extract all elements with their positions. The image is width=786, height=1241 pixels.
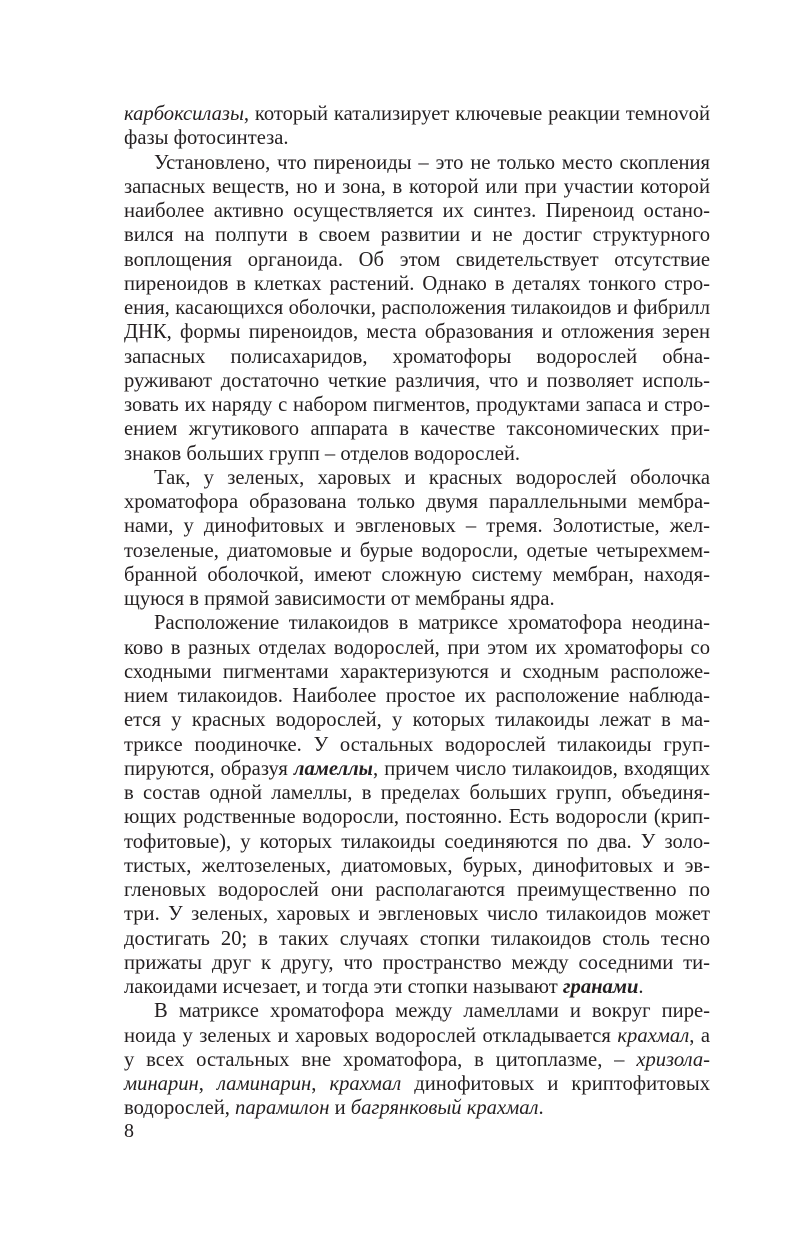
paragraph-3 [124, 466, 710, 612]
text-run: динофитовых и криптофитовых водорослей, [124, 1073, 711, 1120]
text-run: Так, у зеленых, харовых и красных водорослей оболочка хроматофора образована только двумя параллельными мембранами, у динофитовых и эвгленовых – тремя. Золотистые, желтозеленые, диатомовые и бурые водоросли, одетые четырехмембранной оболочкой, имеют сложную систему мембран, находящуюся в прямой зависимости от мембраны ядра. [124, 466, 710, 610]
paragraph-4 [124, 611, 710, 999]
text-run: , причем число тилакоидов, входящих в состав одной ламеллы, в пределах больших групп, объединяющих родственные водоросли, постоянно. Есть водоросли (криптофитовые), у которых тилакоиды соединяются по два. У золотистых, желтозеленых, диатомовых, бурых, динофитовых и эвгленовых водорослей они располагаются преимущественно по три. У зеленых, харовых и эвгленовых число тилакоидов может достигать 20; в таких случаях стопки тилакоидов столь тесно прижаты друг к другу, что пространство между соседними тилакоидами исчезает, и тогда эти стопки называют [124, 757, 710, 998]
text-run: Установлено, что пиреноиды – это не только место скопления запасных веществ, но и зона, в которой или при участии которой наиболее активно осуществляется их синтез. Пиреноид остановился на полпути в своем развитии и не достиг структурного воплощения органоида. Об этом свидетельствует отсутствие пиреноидов в клетках растений. Однако в деталях тонкого строения, касающихся оболочки, расположения тилакоидов и фибрилл ДНК, формы пиреноидов, места образования и отложения зерен запасных полисахаридов, хроматофоры водорослей обнаруживают достаточно четкие различия, что и позволяет использовать их наряду с набором пигментов, продуктами запаса и строением жгутикового аппарата в качестве таксономических признаков больших групп – отделов водорослей. [124, 151, 710, 465]
term-laminarin: ламинарин [216, 1073, 312, 1095]
page-number: 8 [124, 1120, 134, 1142]
text-run: и [329, 1097, 351, 1120]
term-karboksilazy: карбоксилазы [124, 103, 244, 125]
term-krakhmal-2: крахмал [329, 1073, 402, 1095]
term-lamelly: ламеллы [293, 757, 373, 780]
paragraph-1 [124, 102, 710, 151]
text-run: , [198, 1073, 217, 1095]
text-run: . [538, 1097, 544, 1120]
document-page [124, 102, 710, 1121]
term-krakhmal: крахмал [617, 1024, 690, 1047]
text-run: , а у всех остальных вне хроматофора, в цитоплазме, – [124, 1024, 710, 1071]
text-run: . [638, 976, 644, 998]
text-run: , [311, 1073, 330, 1095]
text-run: Расположение тилакоидов в матриксе хроматофора неодинаково в разных отделах водорослей, при этом их хроматофоры со сходными пигментами характеризуются и сходным расположением тилакоидов. Наиболее простое их расположение наблюдается у красных водорослей, у которых тилакоиды лежат в матриксе поодиночке. У остальных водорослей тилакоиды группируются, образуя [124, 612, 710, 780]
paragraph-5 [124, 999, 710, 1120]
term-granami: гранами [562, 976, 639, 998]
text-run: , который катализирует ключевые реакции темноvой фазы фотосинтеза. [124, 103, 710, 150]
term-bagryankovyi-krakhmal: багрянковый крахмал [350, 1097, 539, 1120]
term-paramilon: парамилон [235, 1097, 330, 1120]
text-run: В матриксе хроматофора между ламеллами и вокруг пиреноида у зеленых и харовых водорослей откладывается [124, 1000, 710, 1047]
term-khrizolaminarin: хризоламинарин [124, 1048, 710, 1095]
paragraph-2 [124, 151, 710, 466]
